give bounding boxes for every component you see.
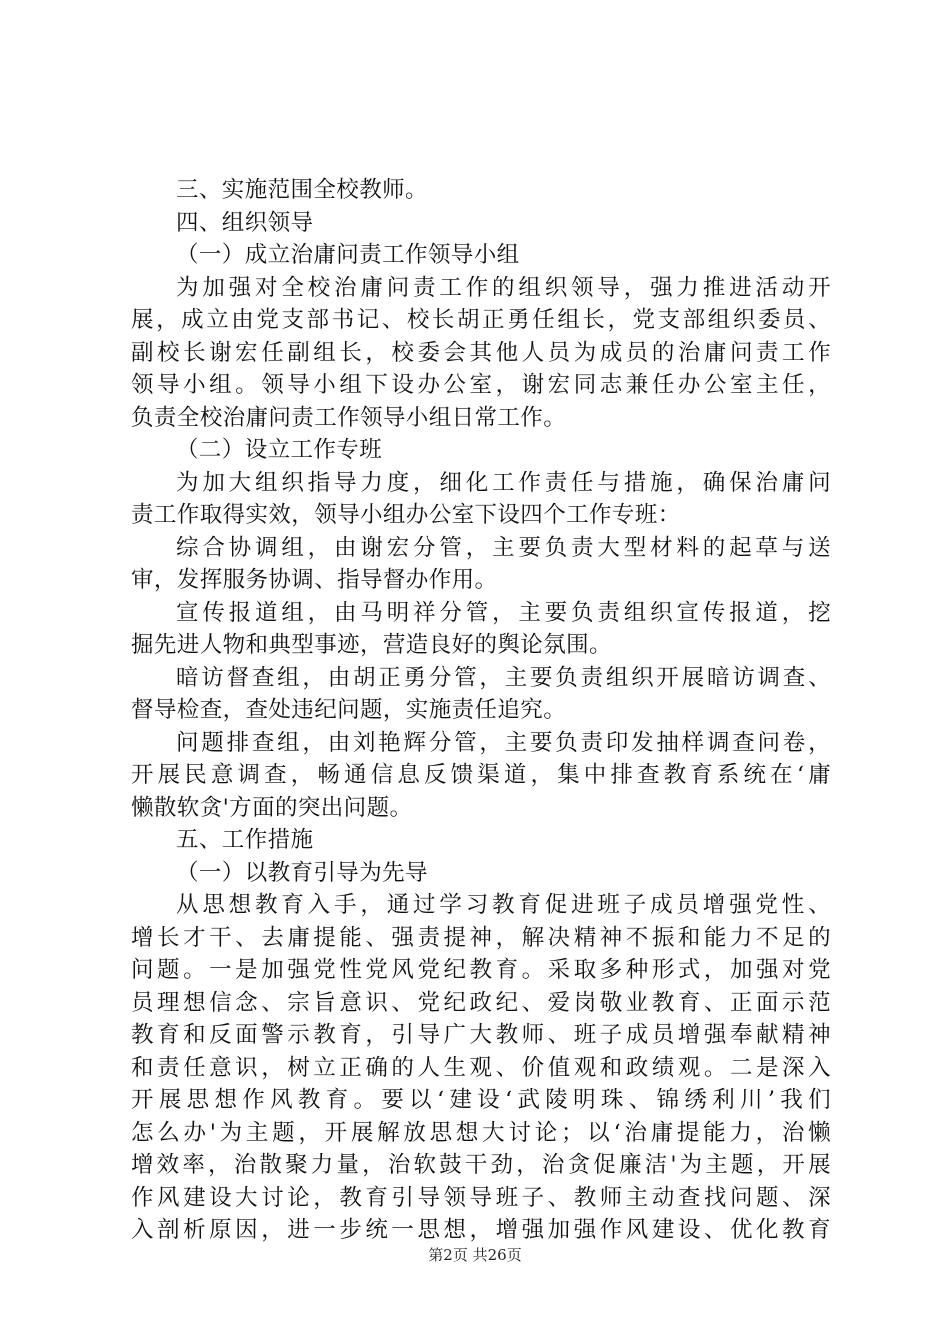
paragraph-line: 和责任意识，树立正确的人生观、价值观和政绩观。二是深入 (131, 1054, 831, 1081)
paragraph-line: 增效率，治散聚力量，治软鼓干劲，治贪促廉洁'为主题，开展 (131, 1152, 831, 1178)
paragraph-line: 怎么办'为主题，开展解放思想大讨论；以‘治庸提能力，治懒 (131, 1119, 831, 1146)
paragraph-line: 展，成立由党支部书记、校长胡正勇任组长，党支部组织委员、 (131, 307, 831, 333)
paragraph-line: 问题。一是加强党性党风党纪教育。采取多种形式，加强对党 (131, 957, 831, 983)
paragraph-line: 作风建设大讨论，教育引导领导班子、教师主动查找问题、深 (131, 1184, 831, 1211)
paragraph-line: 教育和反面警示教育，引导广大教师、班子成员增强奉献精神 (131, 1022, 831, 1048)
paragraph-line: 责工作取得实效，领导小组办公室下设四个工作专班： (131, 502, 681, 528)
paragraph-line: 宣传报道组，由马明祥分管，主要负责组织宣传报道，挖 (176, 599, 831, 626)
paragraph-line: 综合协调组，由谢宏分管，主要负责大型材料的起草与送 (176, 534, 831, 561)
section-heading: 三、实施范围全校教师。 (176, 177, 428, 203)
paragraph-line: 问题排查组，由刘艳辉分管，主要负责印发抽样调查问卷， (176, 729, 831, 756)
paragraph-line: 从思想教育入手，通过学习教育促进班子成员增强党性、 (176, 892, 831, 918)
paragraph-line: 督导检查，查处违纪问题，实施责任追究。 (131, 697, 567, 723)
paragraph-line: 增长才干、去庸提能、强责提神，解决精神不振和能力不足的 (131, 924, 831, 951)
page-footer: 第2页 共26页 (428, 1246, 522, 1264)
paragraph-line: 领导小组。领导小组下设办公室，谢宏同志兼任办公室主任， (131, 372, 831, 398)
paragraph-line: 开展思想作风教育。要以‘建设‘武陵明珠、锦绣利川’我们 (131, 1087, 831, 1113)
paragraph-line: 懒散软贪'方面的突出问题。 (131, 794, 413, 821)
paragraph-line: 副校长谢宏任副组长，校委会其他人员为成员的治庸问责工作 (131, 339, 831, 366)
section-heading: 五、工作措施 (176, 827, 314, 853)
subsection-heading: （一）成立治庸问责工作领导小组 (176, 242, 520, 268)
paragraph-line: 负责全校治庸问责工作领导小组日常工作。 (131, 404, 567, 431)
paragraph-line: 入剖析原因，进一步统一思想，增强加强作风建设、优化教育 (131, 1217, 831, 1243)
paragraph-line: 为加大组织指导力度，细化工作责任与措施，确保治庸问 (176, 469, 831, 496)
subsection-heading: （二）设立工作专班 (176, 437, 383, 463)
section-heading: 四、组织领导 (176, 209, 314, 236)
subsection-heading: （一）以教育引导为先导 (176, 859, 428, 886)
document-body (131, 174, 831, 1247)
paragraph-line: 掘先进人物和典型事迹，营造良好的舆论氛围。 (131, 632, 612, 658)
paragraph-line: 开展民意调查，畅通信息反馈渠道，集中排查教育系统在‘庸 (131, 762, 831, 788)
paragraph-line: 为加强对全校治庸问责工作的组织领导，强力推进活动开 (176, 274, 831, 301)
paragraph-line: 员理想信念、宗旨意识、党纪政纪、爱岗敬业教育、正面示范 (131, 989, 831, 1016)
paragraph-line: 暗访督查组，由胡正勇分管，主要负责组织开展暗访调查、 (176, 664, 831, 691)
paragraph-line: 审，发挥服务协调、指导督办作用。 (131, 567, 498, 593)
